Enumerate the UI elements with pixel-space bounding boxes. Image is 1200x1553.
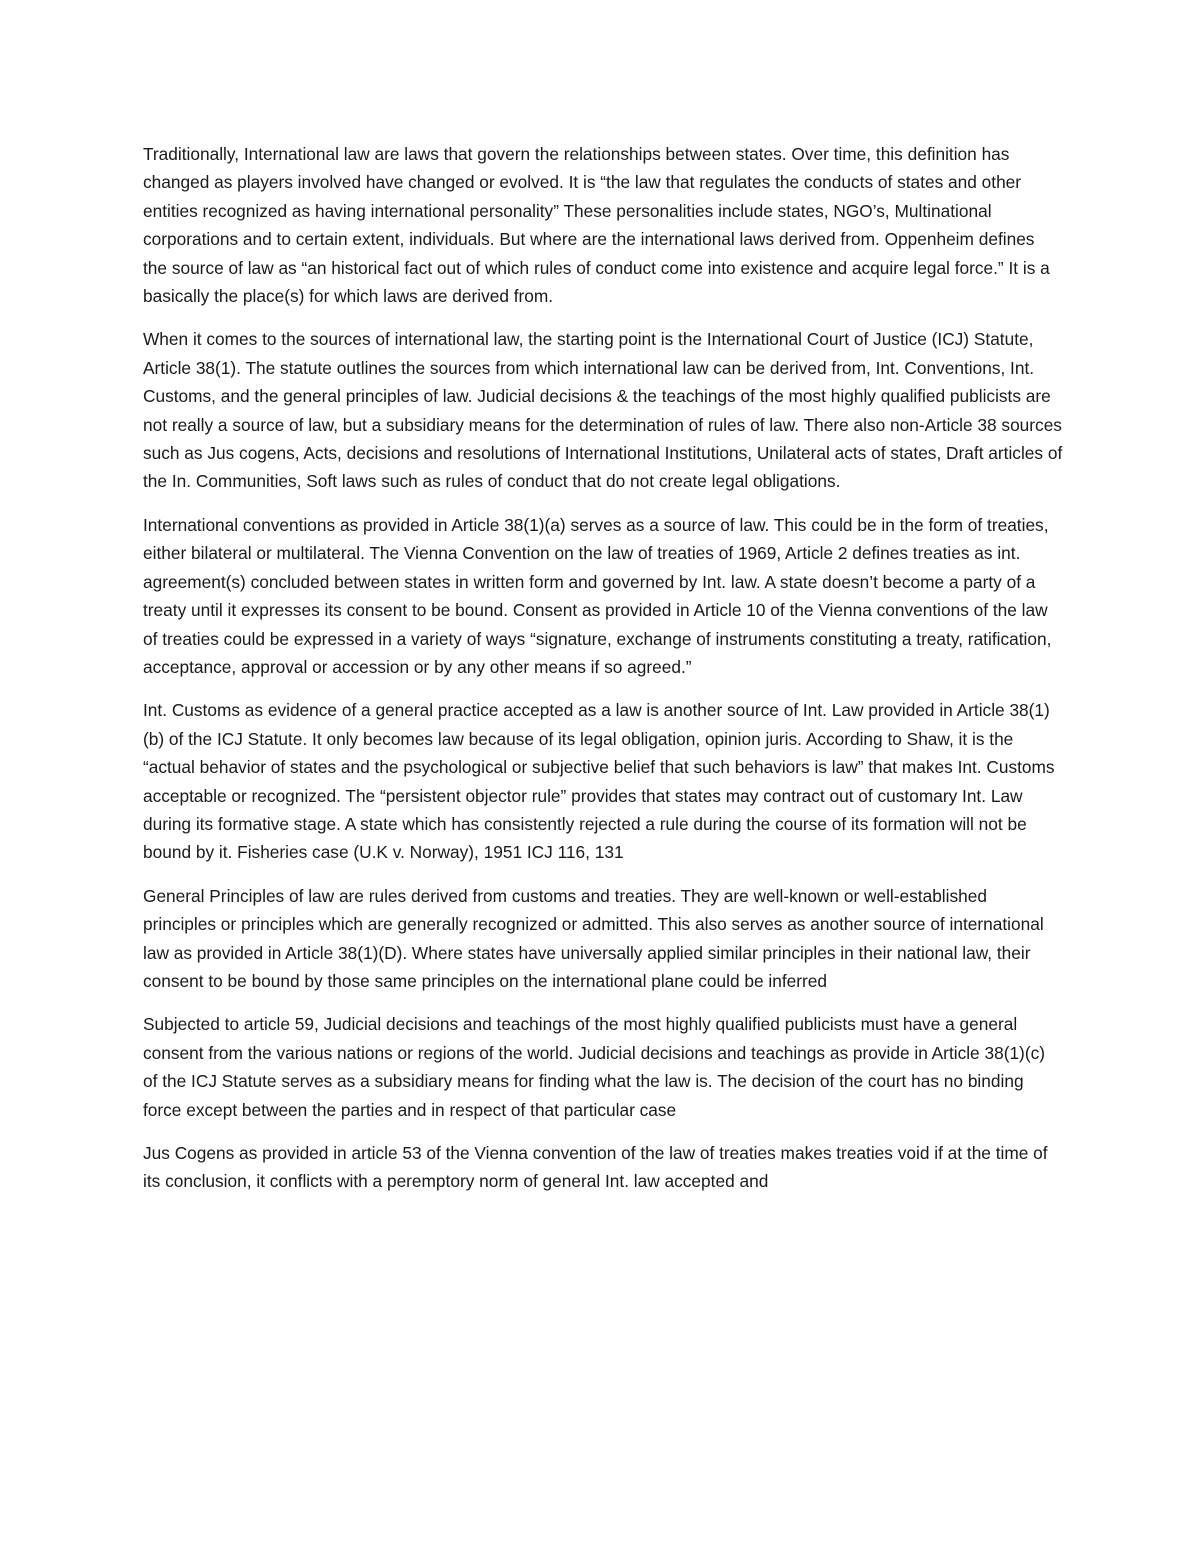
document-body — [143, 140, 1063, 1211]
paragraph-definition: Traditionally, International law are laws that govern the relationships between states. Over time, this definition has changed as players involved have changed or evolved. It is “the law that regulates the conducts of states and other entities recognized as having international personality” These personalities include states, NGO’s, Multinational corporations and to certain extent, individuals. But where are the international laws derived from. Oppenheim defines the source of law as “an historical fact out of which rules of conduct come into existence and acquire legal force.” It is a basically the place(s) for which laws are derived from. — [143, 144, 1050, 307]
paragraph-sources: When it comes to the sources of international law, the starting point is the International Court of Justice (ICJ) Statute, Article 38(1). The statute outlines the sources from which international law can be derived from, Int. Conventions, Int. Customs, and the general principles of law. Judicial decisions & the teachings of the most highly qualified publicists are not really a source of law, but a subsidiary means for the determination of rules of law. There also non-Article 38 sources such as Jus cogens, Acts, decisions and resolutions of International Institutions, Unilateral acts of states, Draft articles of the In. Communities, Soft laws such as rules of conduct that do not create legal obligations. — [143, 329, 1063, 492]
paragraph-general-principles: General Principles of law are rules derived from customs and treaties. They are well-known or well-established principles or principles which are generally recognized or admitted. This also serves as another source of international law as provided in Article 38(1)(D). Where states have universally applied similar principles in their national law, their consent to be bound by those same principles on the international plane could be inferred — [143, 885, 1044, 991]
paragraph-conventions: International conventions as provided in Article 38(1)(a) serves as a source of law. This could be in the form of treaties, either bilateral or multilateral. The Vienna Convention on the law of treaties of 1969, Article 2 defines treaties as int. agreement(s) concluded between states in written form and governed by Int. law. A state doesn’t become a party of a treaty until it expresses its consent to be bound. Consent as provided in Article 10 of the Vienna conventions of the law of treaties could be expressed in a variety of ways “signature, exchange of instruments constituting a treaty, ratification, acceptance, approval or accession or by any other means if so agreed.” — [143, 514, 1052, 677]
paragraph-customs: Int. Customs as evidence of a general practice accepted as a law is another source of Int. Law provided in Article 38(1)(b) of the ICJ Statute. It only becomes law because of its legal obligation, opinion juris. According to Shaw, it is the “actual behavior of states and the psychological or subjective belief that such behaviors is law” that makes Int. Customs acceptable or recognized. The “persistent objector rule” provides that states may contract out of customary Int. Law during its formative stage. A state which has consistently rejected a rule during the course of its formation will not be bound by it. Fisheries case (U.K v. Norway), 1951 ICJ 116, 131 — [143, 700, 1055, 863]
paragraph-judicial-decisions: Subjected to article 59, Judicial decisions and teachings of the most highly qualified publicists must have a general consent from the various nations or regions of the world. Judicial decisions and teachings as provide in Article 38(1)(c) of the ICJ Statute serves as a subsidiary means for finding what the law is. The decision of the court has no binding force except between the parties and in respect of that particular case — [143, 1014, 1045, 1120]
paragraph-jus-cogens: Jus Cogens as provided in article 53 of the Vienna convention of the law of treaties makes treaties void if at the time of its conclusion, it conflicts with a peremptory norm of general Int. law accepted and — [143, 1143, 1048, 1192]
